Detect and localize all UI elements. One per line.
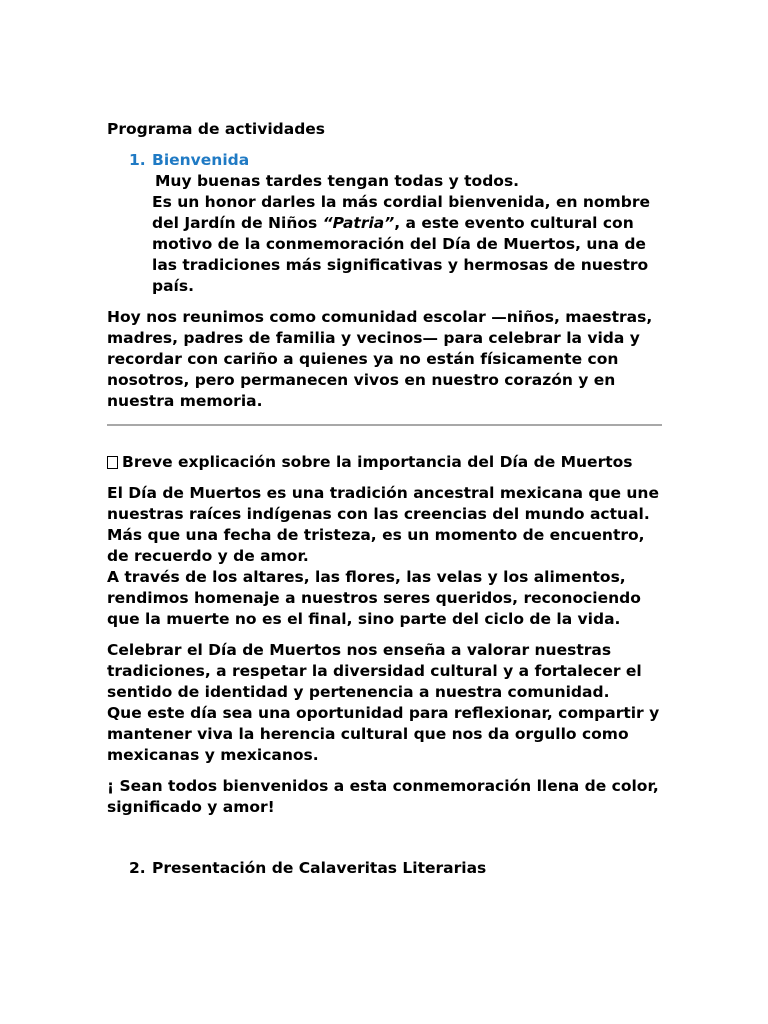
paragraph-celebrate-b: Que este día sea una oportunidad para reflexionar, compartir y mantener viva la herencia cultural que nos da orgullo como mexicanas y mexicanos. [107,704,660,764]
school-name: “Patria” [322,214,395,232]
list-item-calaveritas [107,858,667,879]
section-heading-text: Breve explicación sobre la importancia del Día de Muertos [122,453,633,471]
welcome-text-a: Es un honor darles la más cordial bienvenida, en nombre del Jardín de Niños [152,193,650,232]
list-item-label: Bienvenida [152,151,250,169]
list-number: 2. [129,859,146,877]
closing-paragraph: ¡ Sean todos bienvenidos a esta conmemoración llena de color, significado y amor! [107,777,659,816]
missing-glyph-icon [107,456,118,469]
community-paragraph: Hoy nos reunimos como comunidad escolar —niños, maestras, madres, padres de familia y vecinos— para celebrar la vida y recordar con cariño a quienes ya no están físicamente con nosotros, pero permanecen vivos en nuestro corazón y en nuestra memoria. [107,308,653,410]
greeting-text [152,171,667,192]
welcome-text-b: , a este evento cultural con motivo de la conmemoración del Día de Muertos, una de las tradiciones más significativas y hermosas de nuestro país. [152,214,649,295]
greeting-span: Muy buenas tardes tengan todas y todos. [155,172,520,190]
list-number: 1. [129,151,146,169]
document-page [107,119,667,879]
list-item-label: Presentación de Calaveritas Literarias [152,859,487,877]
section-heading [107,452,667,473]
paragraph-celebrate-a: Celebrar el Día de Muertos nos enseña a valorar nuestras tradiciones, a respetar la diversidad cultural y a fortalecer el sentido de identidad y pertenencia a nuestra comunidad. [107,641,642,701]
list-item-bienvenida [107,150,667,297]
paragraph-importance-a: El Día de Muertos es una tradición ancestral mexicana que une nuestras raíces indígenas con las creencias del mundo actual. Más que una fecha de tristeza, es un momento de encuentro, de recuerdo y de amor. [107,484,659,565]
paragraph-importance-b: A través de los altares, las flores, las velas y los alimentos, rendimos homenaje a nuestros seres queridos, reconociendo que la muerte no es el final, sino parte del ciclo de la vida. [107,568,641,628]
program-title: Programa de actividades [107,120,326,138]
welcome-paragraph [152,192,667,297]
